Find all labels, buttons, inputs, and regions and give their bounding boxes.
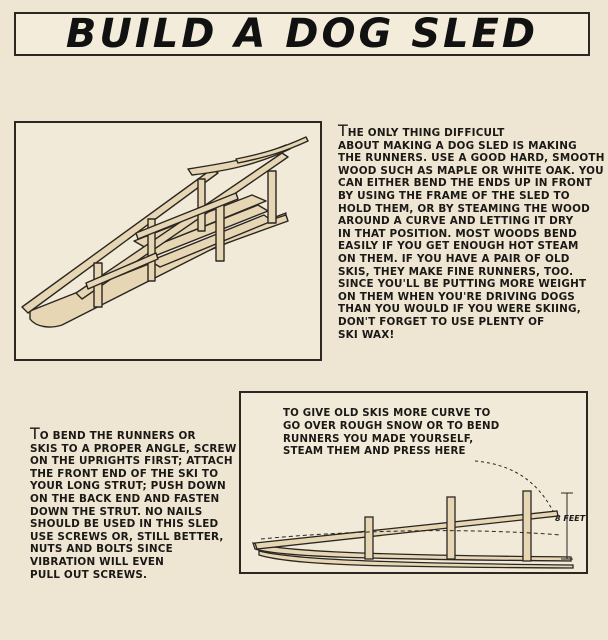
caption-line: GO OVER ROUGH SNOW OR TO BEND bbox=[283, 420, 500, 432]
instructions-paragraph: TO BEND THE RUNNERS OR SKIS TO A PROPER ANGLE, SCREW ON THE UPRIGHTS FIRST; ATTACH THE FRONT END OF THE SKI TO YOUR LONG STRUT; PUSH DOWN ON THE BACK END AND FASTEN DOWN THE STRUT. NO NAILS SHOULD BE USED IN THIS SLED USE SCREWS OR, STILL BETTER, NUTS AND BOLTS SINCE VIBRATION WILL EVEN PULL OUT SCREWS. bbox=[30, 424, 237, 581]
text-line: NUTS AND BOLTS SINCE bbox=[30, 543, 173, 556]
text-line: THE FRONT END OF THE SKI TO bbox=[30, 467, 219, 480]
text-line: AROUND A CURVE AND LETTING IT DRY bbox=[338, 215, 574, 228]
text-line: SKI WAX! bbox=[338, 328, 395, 341]
sled-illustration-frame bbox=[14, 121, 322, 361]
upright bbox=[447, 497, 455, 559]
intro-paragraph: THE ONLY THING DIFFICULT ABOUT MAKING A DOG SLED IS MAKING THE RUNNERS. USE A GOOD HARD, SMOOTH WOOD SUCH AS MAPLE OR WHITE OAK. YOU CAN EITHER BEND THE ENDS UP IN FRONT BY USING THE FRAME OF THE SLED TO HOLD THEM, OR BY STEAMING THE WOOD AROUND A CURVE AND LETTING IT DRY IN THAT POSITION. MOST WOODS BEND EASILY IF YOU GET ENOUGH HOT STEAM ON THEM. IF YOU HAVE A PAIR OF OLD SKIS, THEY MAKE FINE RUNNERS, TOO. SINCE YOU'LL BE PUTTING MORE WEIGHT ON THEM WHEN YOU'RE DRIVING DOGS THAN YOU WOULD IF YOU WERE SKIING, DON'T FORGET TO USE PLENTY OF SKI WAX! bbox=[338, 121, 605, 341]
text-line: WOOD SUCH AS MAPLE OR WHITE OAK. YOU bbox=[338, 164, 604, 177]
text-line: SKIS, THEY MAKE FINE RUNNERS, TOO. bbox=[338, 265, 574, 278]
drop-cap: T bbox=[338, 121, 348, 140]
text-line: DON'T FORGET TO USE PLENTY OF bbox=[338, 315, 545, 328]
caption-line: STEAM THEM AND PRESS HERE bbox=[283, 446, 466, 458]
text-line: YOUR LONG STRUT; PUSH DOWN bbox=[30, 480, 226, 493]
page-title: BUILD A DOG SLED bbox=[65, 11, 539, 57]
text-line: THAN YOU WOULD IF YOU WERE SKIING, bbox=[338, 303, 581, 316]
text-line: ON THEM WHEN YOU'RE DRIVING DOGS bbox=[338, 290, 575, 303]
text-line: ON THEM. IF YOU HAVE A PAIR OF OLD bbox=[338, 252, 570, 265]
text-line: IN THAT POSITION. MOST WOODS BEND bbox=[338, 227, 577, 240]
caption-line: TO GIVE OLD SKIS MORE CURVE TO bbox=[283, 408, 491, 419]
upright bbox=[268, 171, 276, 223]
text-line: SHOULD BE USED IN THIS SLED bbox=[30, 518, 219, 531]
upright bbox=[198, 179, 205, 231]
text-line: HOLD THEM, OR BY STEAMING THE WOOD bbox=[338, 202, 590, 215]
ski-caption bbox=[283, 408, 499, 459]
upright bbox=[523, 491, 531, 561]
title-box bbox=[14, 12, 590, 56]
text-line: ABOUT MAKING A DOG SLED IS MAKING bbox=[338, 139, 577, 152]
text-line: USE SCREWS OR, STILL BETTER, bbox=[30, 530, 224, 543]
caption-line: RUNNERS YOU MADE YOURSELF, bbox=[283, 433, 474, 445]
dimension-label: 8 FEET bbox=[555, 514, 586, 523]
text-line: PULL OUT SCREWS. bbox=[30, 568, 148, 581]
text-line: VIBRATION WILL EVEN bbox=[30, 555, 165, 568]
text-line: CAN EITHER BEND THE ENDS UP IN FRONT bbox=[338, 177, 593, 190]
text-line: SKIS TO A PROPER ANGLE, SCREW bbox=[30, 442, 237, 455]
dog-sled-drawing bbox=[16, 123, 320, 359]
pointer-line bbox=[475, 461, 553, 511]
long-strut bbox=[255, 511, 558, 549]
text-line: EASILY IF YOU GET ENOUGH HOT STEAM bbox=[338, 240, 579, 253]
text-line: ON THE UPRIGHTS FIRST; ATTACH bbox=[30, 455, 233, 468]
upright bbox=[365, 517, 373, 559]
text-line: BY USING THE FRAME OF THE SLED TO bbox=[338, 189, 570, 202]
drop-cap: T bbox=[30, 424, 40, 443]
text-line: DOWN THE STRUT. NO NAILS bbox=[30, 505, 203, 518]
text-line: SINCE YOU'LL BE PUTTING MORE WEIGHT bbox=[338, 278, 587, 291]
text-line: ON THE BACK END AND FASTEN bbox=[30, 492, 220, 505]
text-line: THE RUNNERS. USE A GOOD HARD, SMOOTH bbox=[338, 152, 605, 165]
upright bbox=[216, 203, 224, 261]
